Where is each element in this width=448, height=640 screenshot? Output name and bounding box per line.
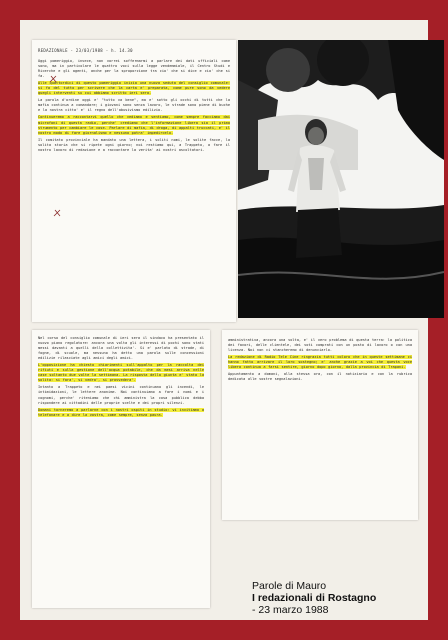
- paragraph: [38, 115, 230, 135]
- paragraph: amministrativa, ancora una volta, e' il vero problema di questa terra: la politica dei favori, delle clientele, dei voti comprati con un posto di lavoro o con una licenza. Noi non ci stancheremo di denunciarlo.: [228, 338, 412, 353]
- paragraph: Intanto a Trappeto e nei paesi vicini continuano gli incendi, le intimidazioni, le lettere anonime. Noi continuiamo a fare i nomi e i cognomi, perche' riteniamo che chi amministra la cosa pubblica debba rispondere ai cittadini delle proprie scelte e dei propri silenzi.: [38, 385, 204, 405]
- paragraph: [228, 355, 412, 370]
- caption-subtitle: I redazionali di Rostagno: [252, 592, 377, 604]
- paragraph: Il comitato provinciale ha mandato una lettera, i soliti nomi, le solite facce, la solita storia che si ripete ogni giorno; noi restiamo qui, a Trappeto, a fare il nostro lavoro di redazione e a raccontare la verita' ai nostri ascoltatori.: [38, 137, 230, 152]
- sheet-1-text: [32, 59, 236, 153]
- portrait-image: [238, 40, 444, 318]
- highlighted-text: La redazione di Radio Tele Cine ringrazia tutti coloro che in queste settimane ci hanno fatto arrivare il loro sostegno; e' anche grazie a voi che questa voce libera continua a farsi sentire, giorno dopo giorno, dalla provincia di Trapani.: [228, 355, 412, 370]
- sheet-2-text: [32, 330, 210, 418]
- portrait-photo: [238, 40, 444, 318]
- pen-mark-icon: [48, 74, 58, 84]
- highlighted-text: Continueremo a raccontarvi quello che vediamo e sentiamo, come sempre facciamo dai microfoni di questa radio, perche' crediamo che l'informazione libera sia il primo strumento per cambiare le cose. Parlare di mafia, di droga, di appalti truccati, e' il nostro modo di fare giornalismo e nessuno potra' impedircelo.: [38, 115, 230, 135]
- paragraph: Appuntamento a domani, alla stessa ora, con il notiziario e con la rubrica dedicata alle vostre segnalazioni.: [228, 372, 412, 382]
- sheet-header: REDAZIONALE - 23/03/1988 - h. 14.30: [38, 48, 133, 53]
- caption-title: Parole di Mauro: [252, 580, 327, 592]
- poster-caption: [252, 580, 432, 616]
- highlighted-text: Domani torneremo a parlarne con i nostri ospiti in studio: vi invitiamo a telefonare e a dire la vostra, come sempre, senza paura.: [38, 407, 204, 417]
- paragraph: [38, 363, 204, 383]
- caption-date: - 23 marzo 1988: [252, 604, 329, 616]
- typed-sheet-2: [32, 330, 210, 608]
- pen-mark-icon: [52, 208, 62, 218]
- paragraph: Nel corso del consiglio comunale di ieri sera il sindaco ha presentato il nuovo piano regolatore: ancora una volta gli interessi di pochi sono stati messi davanti a quelli della collettivita'. Si e' parlato di strade, di fogne, di scuole, ma nessuno ha detto una parola sulle concessioni edilizie rilasciate agli amici degli amici.: [38, 336, 204, 361]
- highlighted-text: L'opposizione ha chiesto chiarimenti sull'appalto per la raccolta dei rifiuti e sulla gestione dell'acqua potabile, che da mesi arriva nelle case soltanto due volte la settimana. La risposta della giunta e' stata la solita: si fara', si vedra', si provvedera'.: [38, 363, 204, 383]
- paragraph: [38, 408, 204, 418]
- typed-sheet-3: [222, 330, 418, 520]
- highlighted-text: Alle quattordici di questo pomeriggio inizia una nuova seduta del consiglio comunale: si fa del tutto per scrivere che la carta e' preparata, come pure sono da vedere quegli interventi su cui abbiamo scritto ieri sera.: [38, 81, 230, 96]
- paragraph: [38, 81, 230, 96]
- sheet-3-text: [222, 330, 418, 382]
- paragraph: La parola d'ordine oggi e' "tutto va bene", ma e' sotto gli occhi di tutti che la mafia continua a comandare; i giovani sono senza lavoro, le strade sono piene di buche e la nostra citta' e' il regno dell'abusivismo edilizio.: [38, 98, 230, 113]
- paragraph: Oggi pomeriggio, invece, non vorrei soffermarmi a parlare dei dati ufficiali come sono, ma in particolare le quattro voci sulla legge vendemmiale, il Centro Studi e Ricerche e gli agenti, anche per la sproporzione tra cio' che si dice e cio' che si fa.: [38, 59, 230, 79]
- typed-sheet-1: [32, 40, 236, 322]
